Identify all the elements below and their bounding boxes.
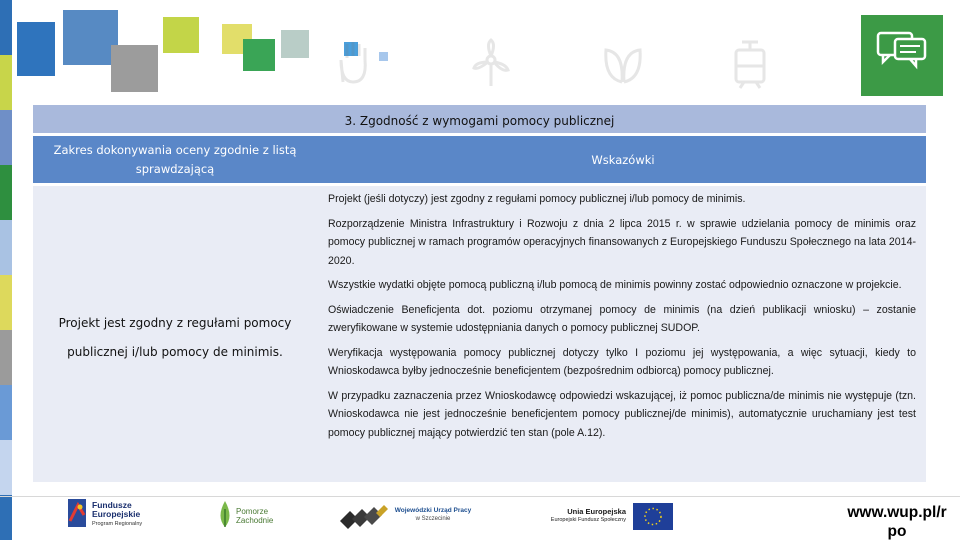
logo2-line2: Zachodnie <box>236 516 274 525</box>
tram-icon <box>728 38 772 92</box>
logo1-line2: Europejskie <box>92 509 141 519</box>
url-line2: po <box>887 523 907 540</box>
compliance-table <box>33 105 926 482</box>
eu-funds-star-icon <box>66 497 88 529</box>
logo3-name <box>390 507 476 523</box>
wind-turbine-icon <box>468 38 514 88</box>
logo-unia-europejska <box>540 503 675 531</box>
url-line1: www.wup.pl/r <box>847 504 947 521</box>
logo1-name <box>92 501 140 519</box>
header-hints: Wskazówki <box>591 152 655 167</box>
table-title: 3. Zgodność z wymogami pomocy publicznej <box>33 105 926 133</box>
logo2-line1: Pomorze <box>236 507 269 516</box>
logo-fundusze-europejskie <box>66 495 156 531</box>
hint-item: Oświadczenie Beneficjenta dot. poziomu otrzymanej pomocy de minimis (na dzień publikacji wniosku) – zostanie zweryfikowane w systemie udostępniania danych o pomocy publicznej SUDOP. <box>328 303 916 334</box>
hint-item: Rozporządzenie Ministra Infrastruktury i Rozwoju z dnia 2 lipca 2015 r. w sprawie udzielania pomocy de minimis oraz pomocy publicznej w ramach programów operacyjnych finansowanych z Europejskiego Funduszu Społecznego na lata 2014-2020. <box>328 217 916 267</box>
logo4-name <box>540 507 626 525</box>
logo4-line2: Europejski Fundusz Społeczny <box>550 517 626 523</box>
leaves-icon <box>600 38 646 86</box>
logo-wup-szczecin <box>338 501 478 531</box>
logo-pomorze-zachodnie <box>216 499 282 531</box>
chat-icon-box <box>861 15 943 96</box>
header-criteria-scope: Zakres dokonywania oceny zgodnie z listą sprawdzającą <box>53 143 297 176</box>
wup-blocks-icon <box>338 501 388 529</box>
left-color-strip <box>0 0 12 540</box>
hint-item: Wszystkie wydatki objęte pomocą publiczną i/lub pomocą de minimis powinny zostać odpowiednio oznaczone w projekcie. <box>328 279 902 291</box>
pomorze-leaf-icon <box>216 499 234 529</box>
website-url <box>834 503 960 540</box>
logo1-line3: Program Regionalny <box>92 521 143 527</box>
table-body-row <box>33 186 926 482</box>
hand-icon <box>333 38 375 86</box>
hints-cell <box>320 186 926 482</box>
logo3-line1: Wojewódzki Urząd Pracy <box>394 507 472 514</box>
table-header-row <box>33 136 926 183</box>
criterion-cell: Projekt jest zgodny z regułami pomocy publicznej i/lub pomocy de minimis. <box>58 316 292 359</box>
eu-flag-icon <box>633 503 673 530</box>
logo4-line1: Unia Europejska <box>567 507 626 516</box>
logo3-line2: w Szczecinie <box>415 516 451 522</box>
hint-item: W przypadku zaznaczenia przez Wnioskodawcę odpowiedzi wskazującej, iż pomoc publiczna/de minimis nie występuje (tzn. Wnioskodawca nie jest jednocześnie beneficjentem pomocy publicznej/de minimis), automatycznie uruchamiany jest test pomocy publicznej mający potwierdzić ten stan (pole A.12). <box>328 389 916 439</box>
hint-item: Projekt (jeśli dotyczy) jest zgodny z regułami pomocy publicznej i/lub pomocy de minimis. <box>328 193 746 205</box>
hint-item: Weryfikacja występowania pomocy publicznej dotyczy tylko I poziomu jej występowania, a więc sytuacji, kiedy to Wnioskodawca byłby jednocześnie beneficjentem (bezpośrednim odbiorcą) pomocy publicznej. <box>328 346 916 377</box>
logo2-name <box>236 507 273 525</box>
logo1-line1: Fundusze <box>92 500 132 510</box>
chat-bubbles-icon <box>861 15 943 96</box>
